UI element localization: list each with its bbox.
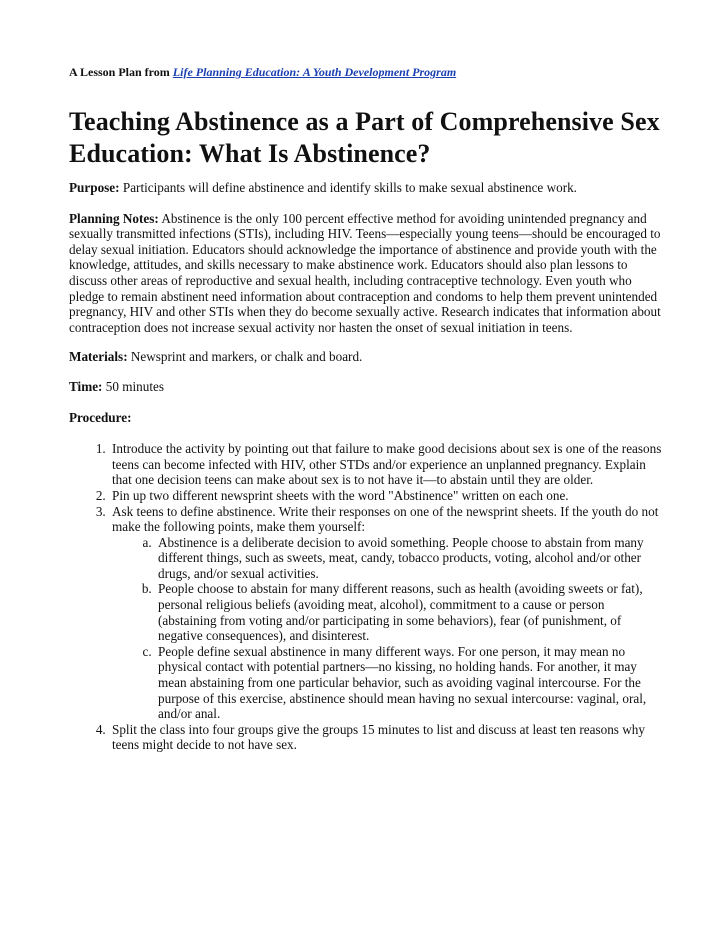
source-prefix: A Lesson Plan from xyxy=(69,65,173,79)
procedure-step-4 xyxy=(109,722,665,753)
procedure-step-text: Split the class into four groups give the groups 15 minutes to list and discuss at least ten reasons why teens might decide to not have sex. xyxy=(112,721,645,753)
time-paragraph xyxy=(69,379,665,395)
procedure-step-2 xyxy=(109,488,665,504)
purpose-text: Participants will define abstinence and identify skills to make sexual abstinence work. xyxy=(119,180,577,195)
procedure-substep-b xyxy=(155,581,665,643)
materials-paragraph xyxy=(69,349,665,365)
planning-notes-label: Planning Notes: xyxy=(69,210,159,226)
procedure-substep-text: Abstinence is a deliberate decision to avoid something. People choose to abstain from many different things, such as sweets, meat, candy, tobacco products, voting, alcohol and/or other drugs, and/or sexual activities. xyxy=(158,534,644,581)
planning-notes-text: Abstinence is the only 100 percent effective method for avoiding unintended pregnancy and sexually transmitted infections (STIs), including HIV. Teens—especially young teens—should be encouraged to delay sexual initiation. Educators should acknowledge the importance of abstinence and provide youth with the knowledge, attitudes, and skills necessary to make abstinence work. Educators should also plan lessons to discuss other areas of reproductive and sexual health, including contraceptive technology. Even youth who pledge to remain abstinent need information about contraception and condoms to help them prevent unintended pregnancy, HIV and other STIs when they do become sexually active. Research indicates that information about contraception does not increase sexual activity nor hasten the onset of sexual initiation in teens. xyxy=(69,210,661,335)
procedure-substep-text: People choose to abstain for many different reasons, such as health (avoiding sweets or fat), personal religious beliefs (avoiding meat, alcohol), commitment to a cause or person (abstaining from voting and/or participating in some behaviors), fear (of punishment, of negative consequences), and disinterest. xyxy=(158,581,643,644)
materials-text: Newsprint and markers, or chalk and board. xyxy=(127,349,363,365)
procedure-step-text: Ask teens to define abstinence. Write their responses on one of the newsprint sheets. If the youth do not make the following points, make them yourself: xyxy=(112,503,659,535)
procedure-step-text: Introduce the activity by pointing out that failure to make good decisions about sex is one of the reasons teens can become infected with HIV, other STDs and/or experience an unplanned pregnancy. Explain that one decision teens can make about sex is to not have it—to abstain until they are older. xyxy=(112,441,662,488)
procedure-list xyxy=(69,441,665,753)
procedure-substep-text: People define sexual abstinence in many different ways. For one person, it may mean no physical contact with potential partners—no kissing, no holding hands. For another, it may mean abstaining from one particular behavior, such as avoiding vaginal intercourse. For the purpose of this exercise, abstinence should mean having no sexual intercourse: vaginal, oral, and/or anal. xyxy=(158,643,647,722)
purpose-paragraph xyxy=(69,180,665,196)
procedure-step-3 xyxy=(109,504,665,722)
procedure-substep-c xyxy=(155,644,665,722)
procedure-substep-list xyxy=(112,535,665,722)
document-page xyxy=(69,64,665,753)
purpose-label: Purpose: xyxy=(69,180,120,195)
source-line xyxy=(69,64,665,80)
source-link[interactable]: Life Planning Education: A Youth Development Program xyxy=(172,65,457,79)
procedure-heading: Procedure: xyxy=(69,409,132,425)
time-text: 50 minutes xyxy=(102,378,164,394)
procedure-step-text: Pin up two different newsprint sheets with the word "Abstinence" written on each one. xyxy=(112,487,569,503)
page-title: Teaching Abstinence as a Part of Comprehensive Sex Education: What Is Abstinence? xyxy=(69,107,660,168)
materials-label: Materials: xyxy=(69,349,128,365)
procedure-step-1 xyxy=(109,441,665,488)
procedure-substep-a xyxy=(155,535,665,582)
time-label: Time: xyxy=(69,378,103,394)
planning-notes-paragraph xyxy=(69,211,665,336)
